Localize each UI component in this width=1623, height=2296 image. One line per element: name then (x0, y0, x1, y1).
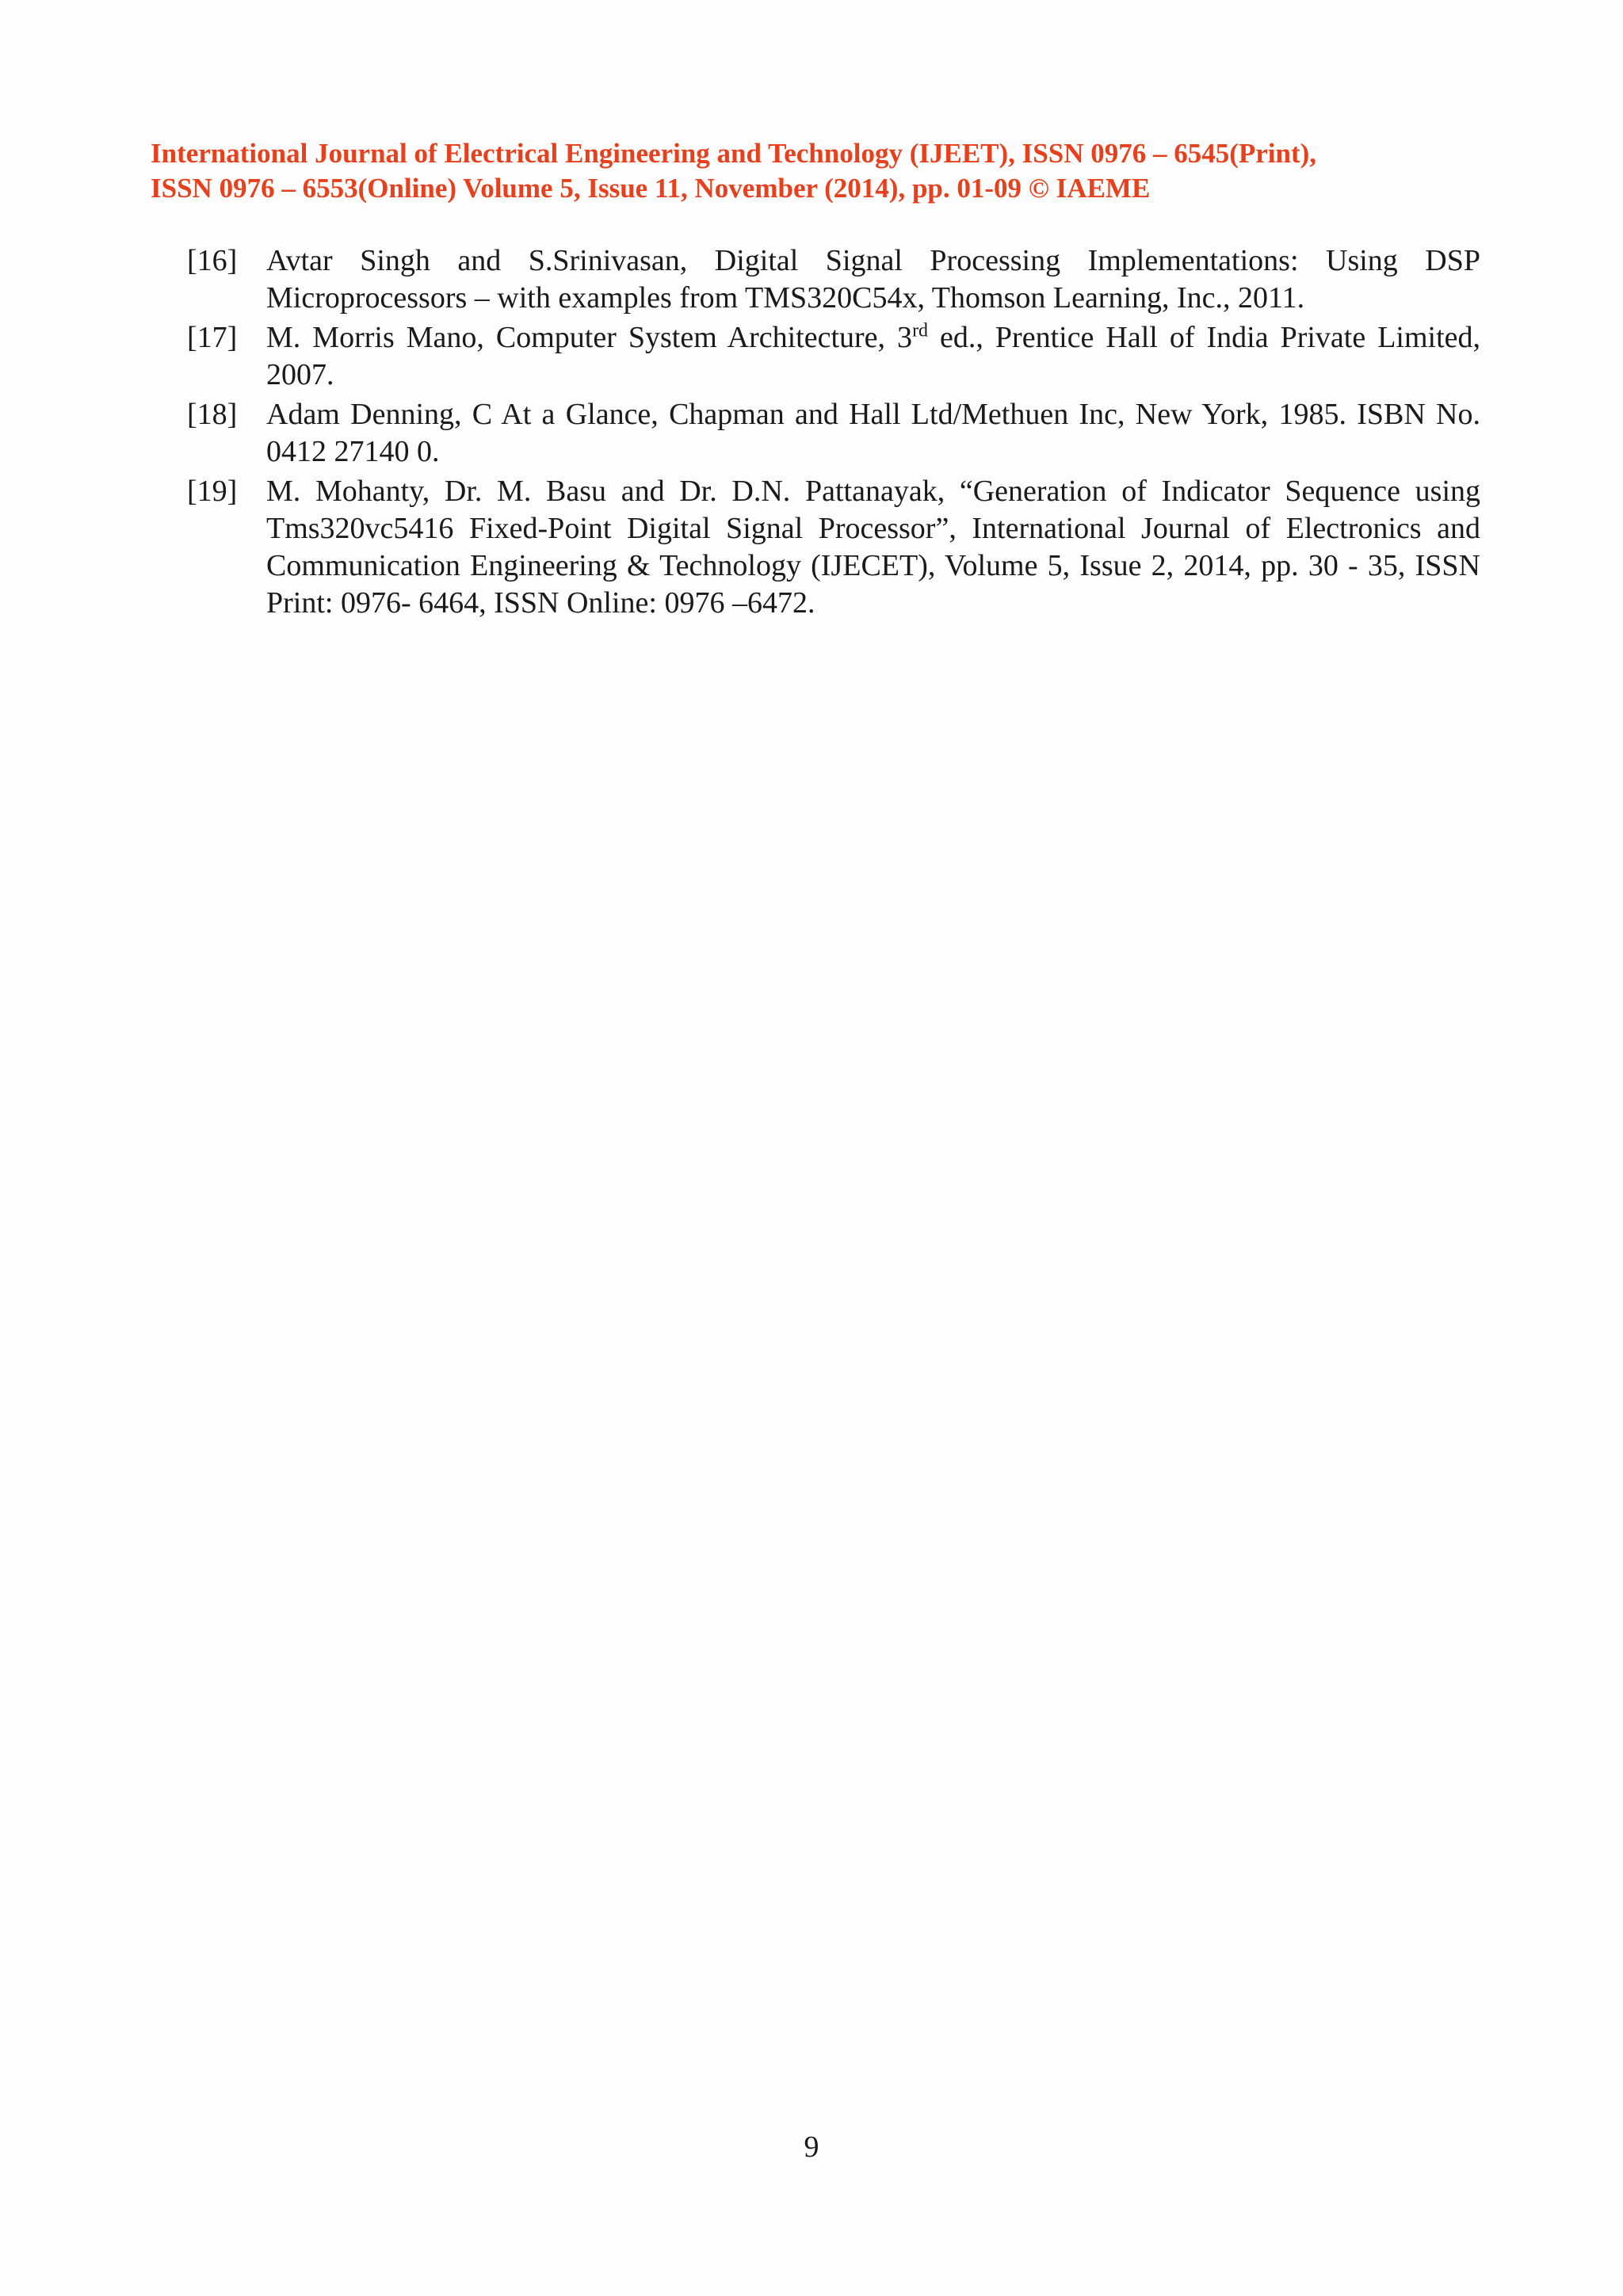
reference-number: [19] (187, 475, 238, 508)
journal-header-line-1: International Journal of Electrical Engineering and Technology (IJEET), ISSN 0976 – 6545(Print), (151, 138, 1317, 169)
reference-number: [17] (187, 321, 238, 354)
reference-item-16 (187, 242, 1480, 317)
reference-number: [18] (187, 398, 238, 431)
page-number: 9 (804, 2130, 819, 2164)
ordinal-superscript: rd (912, 320, 929, 341)
reference-item-19 (187, 473, 1480, 622)
reference-number: [16] (187, 244, 238, 277)
reference-item-18 (187, 396, 1480, 471)
reference-text: Adam Denning, C At a Glance, Chapman and Hall Ltd/Methuen Inc, New York, 1985. ISBN No. 0412 27140 0. (266, 398, 1480, 468)
journal-header-line-2: ISSN 0976 – 6553(Online) Volume 5, Issue 11, November (2014), pp. 01-09 © IAEME (151, 173, 1151, 204)
reference-text-part-2: ed., Prentice Hall of India Private Limited, 2007. (266, 321, 1481, 391)
reference-text-part-1: M. Morris Mano, Computer System Architecture, 3 (266, 321, 913, 354)
reference-text (266, 321, 1480, 391)
journal-header (151, 136, 1482, 206)
reference-list (187, 242, 1480, 624)
reference-text: Avtar Singh and S.Srinivasan, Digital Signal Processing Implementations: Using DSP Microprocessors – with examples from TMS320C54x, Thomson Learning, Inc., 2011. (266, 244, 1480, 315)
reference-item-17 (187, 319, 1480, 394)
reference-text: M. Mohanty, Dr. M. Basu and Dr. D.N. Pattanayak, “Generation of Indicator Sequence using Tms320vc5416 Fixed-Point Digital Signal Processor”, International Journal of Electronics and Communication Engineering & Technology (IJECET), Volume 5, Issue 2, 2014, pp. 30 - 35, ISSN Print: 0976- 6464, ISSN Online: 0976 –6472. (266, 475, 1480, 620)
